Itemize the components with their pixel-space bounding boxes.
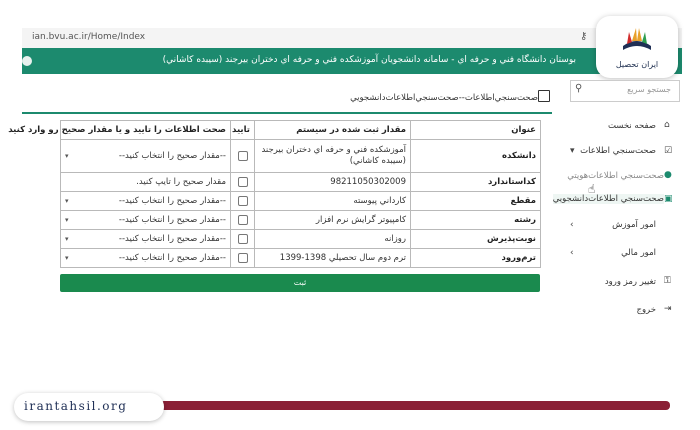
browser-address-bar[interactable] (22, 28, 682, 49)
site-url: irantahsil.org (24, 399, 128, 413)
confirm-checkbox[interactable] (238, 177, 248, 187)
sidebar-item-education[interactable]: امور آموزش (612, 220, 656, 230)
app-header (22, 48, 682, 74)
sidebar-item-change-password[interactable]: تغيير رمز ورود (604, 277, 656, 287)
chevron-down-icon: ▾ (65, 197, 69, 205)
page-title-row (22, 88, 552, 110)
sidebar-item-finance[interactable]: امور مالي (621, 248, 656, 258)
confirm-checkbox[interactable] (238, 196, 248, 206)
table-row (61, 192, 541, 211)
column-header-title: عنوان (411, 121, 541, 140)
sidebar-item-home[interactable]: صفحه نخست (607, 121, 656, 131)
confirm-checkbox-cell[interactable] (231, 211, 255, 230)
column-header-value: مقدار ثبت شده در سيستم (255, 121, 411, 140)
row-title: ترم‌ورود (411, 249, 541, 268)
correction-select[interactable] (61, 192, 231, 211)
row-title: كداستاندارد (411, 173, 541, 192)
row-title: نوبت‌پذيرش (411, 230, 541, 249)
chevron-down-icon[interactable]: ▾ (570, 146, 575, 156)
confirm-checkbox-cell[interactable] (231, 140, 255, 173)
table-header-row (61, 121, 541, 140)
submit-button[interactable]: ثبت (60, 274, 540, 292)
select-value: --مقدار صحيح را انتخاب كنيد-- (118, 151, 226, 161)
registered-value: 98211050302009 (255, 173, 411, 192)
table-row (61, 140, 541, 173)
title-divider (22, 112, 552, 114)
select-value: --مقدار صحيح را انتخاب كنيد-- (118, 253, 226, 263)
book-logo-icon (619, 22, 655, 58)
correction-select[interactable] (61, 249, 231, 268)
correction-select[interactable] (61, 211, 231, 230)
registered-value: كامپيوتر گرايش نرم افزار (255, 211, 411, 230)
search-icon: ⚲ (575, 83, 583, 94)
url-text[interactable]: ian.bvu.ac.ir/Home/Index (32, 32, 146, 42)
confirm-checkbox-cell[interactable] (231, 249, 255, 268)
confirm-checkbox-cell[interactable] (231, 230, 255, 249)
menu-toggle-icon[interactable] (22, 56, 32, 66)
sidebar-item-verification[interactable]: صحت‌سنجي اطلاعات (580, 146, 656, 156)
registered-value: آموزشكده فني و حرفه اي دختران بيرجند (سيبده كاشاني) (255, 140, 411, 173)
sidebar-search-input[interactable] (570, 80, 680, 102)
page-title: صحت‌سنجي‌اطلاعات--صحت‌سنجي‌اطلاعات‌دانشجويي (350, 93, 538, 103)
brand-logo (596, 16, 678, 78)
correction-select[interactable] (61, 140, 231, 173)
correction-select[interactable] (61, 230, 231, 249)
confirm-checkbox[interactable] (238, 253, 248, 263)
table-row (61, 230, 541, 249)
column-header-confirm: تاييد (231, 121, 255, 140)
row-title: مقطع (411, 192, 541, 211)
app-title: بوستان دانشگاه فني و حرفه اي - سامانه دانشجويان آموزشكده فني و حرفه اي دختران بيرجند (سيبده كاشاني) (162, 55, 576, 65)
chevron-left-icon[interactable]: ‹ (570, 248, 574, 258)
sidebar-item-student-info[interactable]: صحت‌سنجي اطلاعات‌دانشجويي (552, 194, 664, 204)
site-badge (14, 393, 164, 421)
row-title: رشته (411, 211, 541, 230)
confirm-checkbox-cell[interactable] (231, 173, 255, 192)
sidebar-item-identity-info[interactable]: صحت‌سنجي اطلاعات‌هويتي (567, 171, 664, 181)
column-header-correction: صحت اطلاعات را تاييد و يا مقدار صحيح رو وارد كنيد (61, 121, 231, 140)
registered-value: كارداني پيوسته (255, 192, 411, 211)
correction-text-input[interactable]: مقدار صحيح را تايپ كنيد. (61, 173, 231, 192)
chevron-down-icon: ▾ (65, 152, 69, 160)
search-placeholder: جستجو سریع (627, 85, 671, 94)
select-value: --مقدار صحيح را انتخاب كنيد-- (118, 215, 226, 225)
lock-icon: ⚿ (664, 276, 671, 286)
table-row (61, 249, 541, 268)
footer-accent-bar (160, 401, 670, 410)
logout-icon: ⇥ (664, 304, 672, 314)
registered-value: روزانه (255, 230, 411, 249)
verification-table (8, 120, 541, 268)
registered-value: ترم دوم سال تحصيلي 1398-1399 (255, 249, 411, 268)
confirm-checkbox[interactable] (238, 234, 248, 244)
identity-icon: ● (664, 170, 672, 180)
student-card-icon: ▣ (664, 194, 673, 204)
row-title: دانشكده (411, 140, 541, 173)
table-row (61, 173, 541, 192)
sidebar-item-logout[interactable]: خروج (636, 305, 656, 315)
chevron-down-icon: ▾ (65, 235, 69, 243)
table-row (61, 211, 541, 230)
select-value: --مقدار صحيح را انتخاب كنيد-- (118, 234, 226, 244)
home-icon: ⌂ (664, 120, 670, 130)
confirm-checkbox[interactable] (238, 151, 248, 161)
check-list-icon: ☑ (664, 146, 673, 156)
mouse-pointer-icon: ☝ (588, 182, 596, 196)
chevron-down-icon: ▾ (65, 254, 69, 262)
select-value: --مقدار صحيح را انتخاب كنيد-- (118, 196, 226, 206)
chevron-left-icon[interactable]: ‹ (570, 220, 574, 230)
confirm-checkbox[interactable] (238, 215, 248, 225)
key-icon[interactable]: ⚷ (580, 31, 588, 42)
brand-name: ایران تحصیل (615, 60, 659, 69)
chevron-down-icon: ▾ (65, 216, 69, 224)
confirm-checkbox-cell[interactable] (231, 192, 255, 211)
document-icon (538, 90, 550, 102)
